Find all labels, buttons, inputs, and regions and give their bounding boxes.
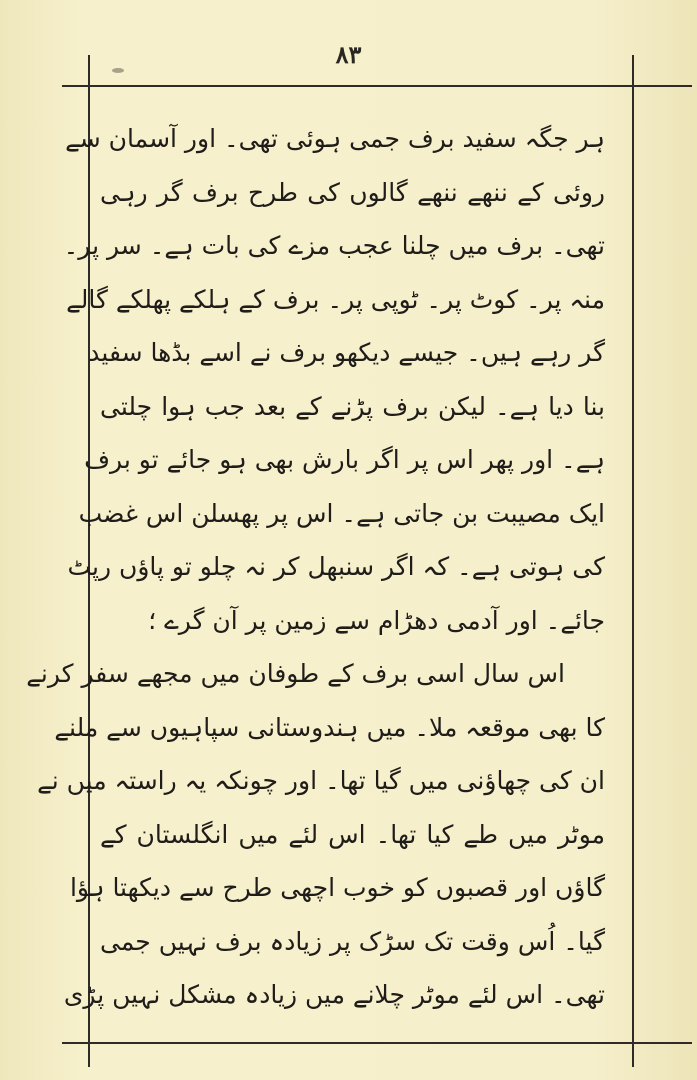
text-line: اس سال اسی برف کے طوفان میں مجھے سفر کرنے xyxy=(26,659,565,688)
text-line: ان کی چھاؤنی میں گیا تھا۔ اور چونکہ یہ راستہ میں نے xyxy=(37,766,605,795)
text-line: تھی۔ اس لئے موٹر چلانے میں زیادہ مشکل نہیں پڑی xyxy=(63,980,605,1009)
page-number: ۸۳ xyxy=(335,40,362,69)
text-line: کا بھی موقعہ ملا۔ میں ہندوستانی سپاہیوں سے ملنے xyxy=(54,712,605,742)
text-line: منہ پر۔ کوٹ پر۔ ٹوپی پر۔ برف کے ہلکے پھلکے گالے xyxy=(66,284,605,314)
right-border-rule xyxy=(632,55,634,1067)
bottom-border-rule xyxy=(62,1042,692,1044)
body-text xyxy=(26,112,605,1022)
text-line: گیا۔ اُس وقت تک سڑک پر زیادہ برف نہیں جمی xyxy=(100,926,605,956)
text-line: بنا دیا ہے۔ لیکن برف پڑنے کے بعد جب ہوا چلتی xyxy=(100,391,605,421)
text-line: ہر جگہ سفید برف جمی ہوئی تھی۔ اور آسمان سے xyxy=(65,124,605,153)
top-border-rule xyxy=(62,85,692,87)
text-line: تھی۔ برف میں چلنا عجب مزے کی بات ہے۔ سر پر۔ xyxy=(63,231,605,260)
text-line: ہے۔ اور پھر اس پر اگر بارش بھی ہو جائے تو برف xyxy=(84,445,605,474)
text-line: ایک مصیبت بن جاتی ہے۔ اس پر پھسلن اس غضب xyxy=(78,498,605,528)
text-line: گر رہے ہیں۔ جیسے دیکھو برف نے اسے بڈھا سفید xyxy=(88,338,605,367)
text-line: گاؤں اور قصبوں کو خوب اچھی طرح سے دیکھتا ہؤا xyxy=(69,873,605,902)
text-line: موٹر میں طے کیا تھا۔ اس لئے میں انگلستان کے xyxy=(100,819,605,849)
text-line: کی ہوتی ہے۔ کہ اگر سنبھل کر نہ چلو تو پاؤں رپٹ xyxy=(67,552,605,581)
text-line: جائے۔ اور آدمی دھڑام سے زمین پر آن گرے ؛ xyxy=(148,605,605,635)
text-line: روئی کے ننھے ننھے گالوں کی طرح برف گر رہی xyxy=(100,177,605,207)
ink-smudge xyxy=(112,68,124,73)
